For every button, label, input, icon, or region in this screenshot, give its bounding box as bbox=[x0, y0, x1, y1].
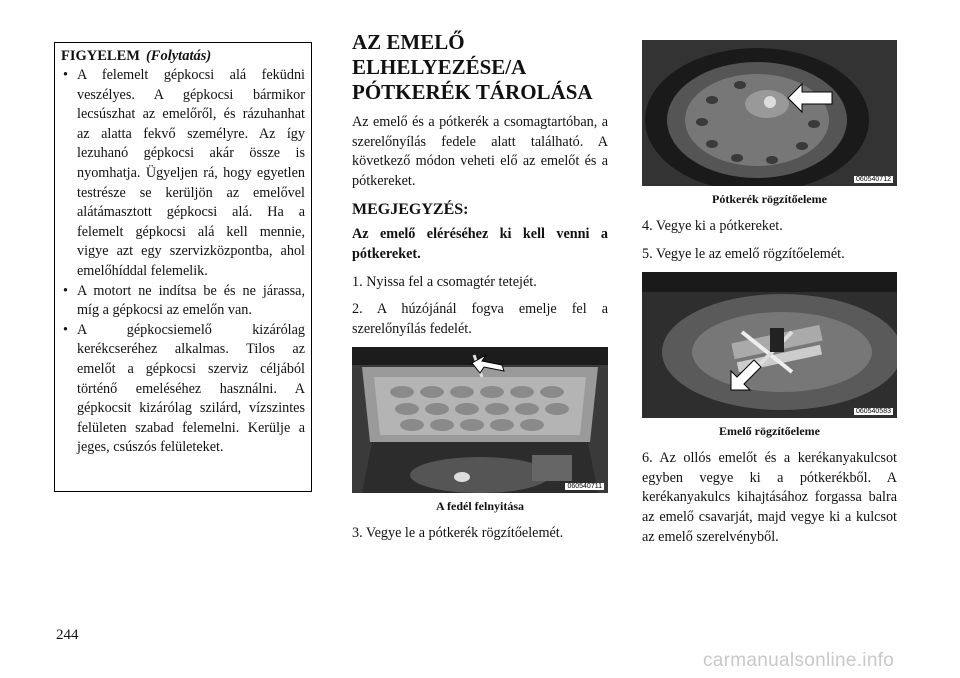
figure-caption: Pótkerék rögzítőeleme bbox=[712, 192, 827, 206]
warning-title: FIGYELEM bbox=[61, 48, 140, 64]
note-title: MEGJEGYZÉS: bbox=[352, 201, 469, 219]
page-number: 244 bbox=[56, 627, 79, 643]
figure-code: 060540583 bbox=[855, 408, 891, 416]
step-4: 4. Vegye ki a pótkereket. bbox=[642, 218, 783, 234]
warning-list bbox=[61, 66, 305, 458]
jack-retainer-illustration bbox=[642, 272, 897, 418]
step-2: 2. A húzójánál fogva emelje fel a szerelőnyílás fedelét. bbox=[352, 301, 608, 337]
intro-paragraph: Az emelő és a pótkerék a csomagtartóban, a szerelőnyílás fedele alatt található. A következő módon veheti elő az emelőt és a pótkereket. bbox=[352, 114, 608, 189]
warning-text: A felemelt gépkocsi alá feküdni veszélyes. A gépkocsi bármikor lecsúszhat az emelőről, és rázuhanhat az alatta fekvő személyre. Az így lezuhanó gépkocsi akár össze is nyomhatja. Ügyeljen rá, hogy egyetlen testrésze se kerüljön az emelővel alátámasztott gépkocsi alá. Ha a felemelt gépkocsi alá kell mennie, vigye azt egy szervizközpontba, ahol emelőhíddal felemelik. bbox=[77, 67, 305, 279]
warning-item: • A felemelt gépkocsi alá feküdni veszélyes. A gépkocsi bármikor lecsúszhat az emelőről, és rázuhanhat az alatta fekvő személyre. Az így lezuhanó gépkocsi akár össze is nyomhatja. Ügyeljen rá, hogy egyetlen testrésze se kerüljön az emelővel alátámasztott gépkocsi alá. Ha a felemelt gépkocsi alá kell mennie, vigye azt egy szervizközpontba, ahol emelőhíddal felemelik. bbox=[63, 67, 305, 279]
step-3: 3. Vegye le a pótkerék rögzítőelemét. bbox=[352, 525, 564, 542]
step-5: 5. Vegye le az emelő rögzítőelemét. bbox=[642, 245, 845, 262]
figure-caption: Emelő rögzítőeleme bbox=[719, 424, 820, 439]
figure-lid-open bbox=[352, 347, 608, 493]
watermark: carmanualsonline.info bbox=[703, 650, 895, 671]
figure-code: 060540711 bbox=[567, 483, 602, 491]
column-right bbox=[642, 40, 897, 555]
figure-jack-retainer bbox=[642, 272, 897, 418]
figure-code: 060540712 bbox=[855, 176, 891, 183]
step-6: 6. Az ollós emelőt és a kerékanyakulcsot egyben vegye ki a pótkerékből. A kerékanyakulcs kihajtásához forgassa balra az emelő csavarját, majd vegye ki a kulcsot az emelő szerelvényből. bbox=[642, 450, 897, 545]
warning-continued: (Folytatás) bbox=[145, 48, 212, 64]
note-body: Az emelő eléréséhez ki kell venni a pótkereket. bbox=[352, 226, 608, 262]
section-title: AZ EMELŐ ELHELYEZÉSE/A PÓTKERÉK TÁROLÁSA bbox=[352, 30, 593, 104]
step-1: 1. Nyissa fel a csomagtér tetejét. bbox=[352, 273, 537, 290]
warning-item: • A gépkocsiemelő kizárólag kerékcseréhez alkalmas. Tilos az emelőt a gépkocsi szerviz céljából történő emeléséhez használni. A gépkocsit kizárólag szilárd, vízszintes felületen szabad felemelni. Kerülje a jeges, csúszós felületeket. bbox=[63, 321, 305, 456]
warning-text: A gépkocsiemelő kizárólag kerékcseréhez alkalmas. Tilos az emelőt a gépkocsi szerviz céljából történő emeléséhez használni. A gépkocsit kizárólag szilárd, vízszintes felületen szabad felemelni. Kerülje a jeges, csúszós felületeket. bbox=[77, 321, 305, 456]
figure-caption: A fedél felnyitása bbox=[436, 499, 524, 514]
warning-heading bbox=[61, 47, 305, 66]
column-middle bbox=[352, 30, 608, 552]
figure-spare-wheel bbox=[642, 40, 897, 186]
warning-box bbox=[54, 42, 312, 492]
spare-wheel-illustration bbox=[642, 40, 897, 186]
warning-text: A motort ne indítsa be és ne járassa, míg a gépkocsi az emelőn van. bbox=[77, 282, 305, 319]
warning-item: • A motort ne indítsa be és ne járassa, míg a gépkocsi az emelőn van. bbox=[63, 282, 305, 319]
trunk-lid-illustration bbox=[352, 347, 608, 493]
